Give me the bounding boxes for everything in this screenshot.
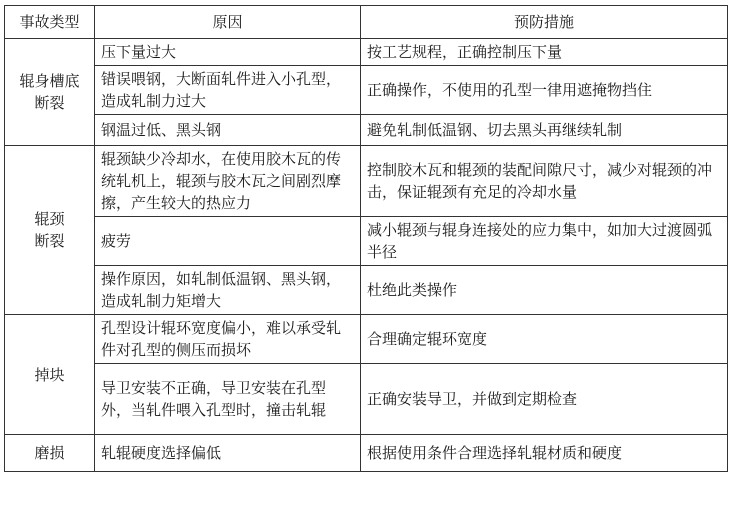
table-row: [5, 315, 728, 364]
cause-cell: 孔型设计辊环宽度偏小，难以承受轧件对孔型的侧压而损坏: [95, 315, 361, 364]
accident-type-line: 辊身槽底: [19, 72, 80, 90]
accident-type-line: 掉块: [34, 365, 65, 384]
accident-type-cell: [5, 39, 95, 146]
table-row: [5, 146, 728, 217]
prevention-cell: 根据使用条件合理选择轧辊材质和硬度: [361, 435, 728, 472]
accident-type-cell: [5, 315, 95, 435]
prevention-cell: 正确操作，不使用的孔型一律用遮掩物挡住: [361, 66, 728, 115]
header-row: [5, 6, 728, 39]
accident-type-cell: [5, 146, 95, 315]
cause-cell: 错误喂钢，大断面轧件进入小孔型，造成轧制力过大: [95, 66, 361, 115]
cause-cell: 辊颈缺少冷却水，在使用胶木瓦的传统轧机上，辊颈与胶木瓦之间剧烈摩擦，产生较大的热应力: [95, 146, 361, 217]
cause-cell: 钢温过低、黑头钢: [95, 115, 361, 146]
prevention-cell: 合理确定辊环宽度: [361, 315, 728, 364]
header-prevention: 预防措施: [361, 6, 728, 39]
cause-cell: 疲劳: [95, 217, 361, 266]
document: [4, 5, 728, 472]
prevention-cell: 杜绝此类操作: [361, 266, 728, 315]
cause-cell: 压下量过大: [95, 39, 361, 66]
prevention-cell: 按工艺规程，正确控制压下量: [361, 39, 728, 66]
accident-type-line: 磨损: [34, 444, 65, 462]
prevention-cell: 减小辊颈与辊身连接处的应力集中，如加大过渡圆弧半径: [361, 217, 728, 266]
accident-type-cell: [5, 435, 95, 472]
prevention-cell: 正确安装导卫，并做到定期检查: [361, 364, 728, 435]
accident-type-line: 断裂: [34, 232, 65, 250]
prevention-cell: 控制胶木瓦和辊颈的装配间隙尺寸，减少对辊颈的冲击，保证辊颈有充足的冷却水量: [361, 146, 728, 217]
table-row: [5, 39, 728, 66]
header-accident-type: 事故类型: [5, 6, 95, 39]
table-row: [5, 66, 728, 115]
table-row: [5, 115, 728, 146]
prevention-cell: 避免轧制低温钢、切去黑头再继续轧制: [361, 115, 728, 146]
table-row: [5, 435, 728, 472]
accident-type-line: 断裂: [34, 94, 65, 112]
table-row: [5, 266, 728, 315]
table-row: [5, 217, 728, 266]
cause-cell: 导卫安装不正确，导卫安装在孔型外，当轧件喂入孔型时，撞击轧辊: [95, 364, 361, 435]
table-row: [5, 364, 728, 435]
roll-accident-table: [4, 5, 728, 472]
cause-cell: 操作原因，如轧制低温钢、黑头钢，造成轧制力矩增大: [95, 266, 361, 315]
header-cause: 原因: [95, 6, 361, 39]
accident-type-line: 辊颈: [34, 210, 65, 228]
cause-cell: 轧辊硬度选择偏低: [95, 435, 361, 472]
